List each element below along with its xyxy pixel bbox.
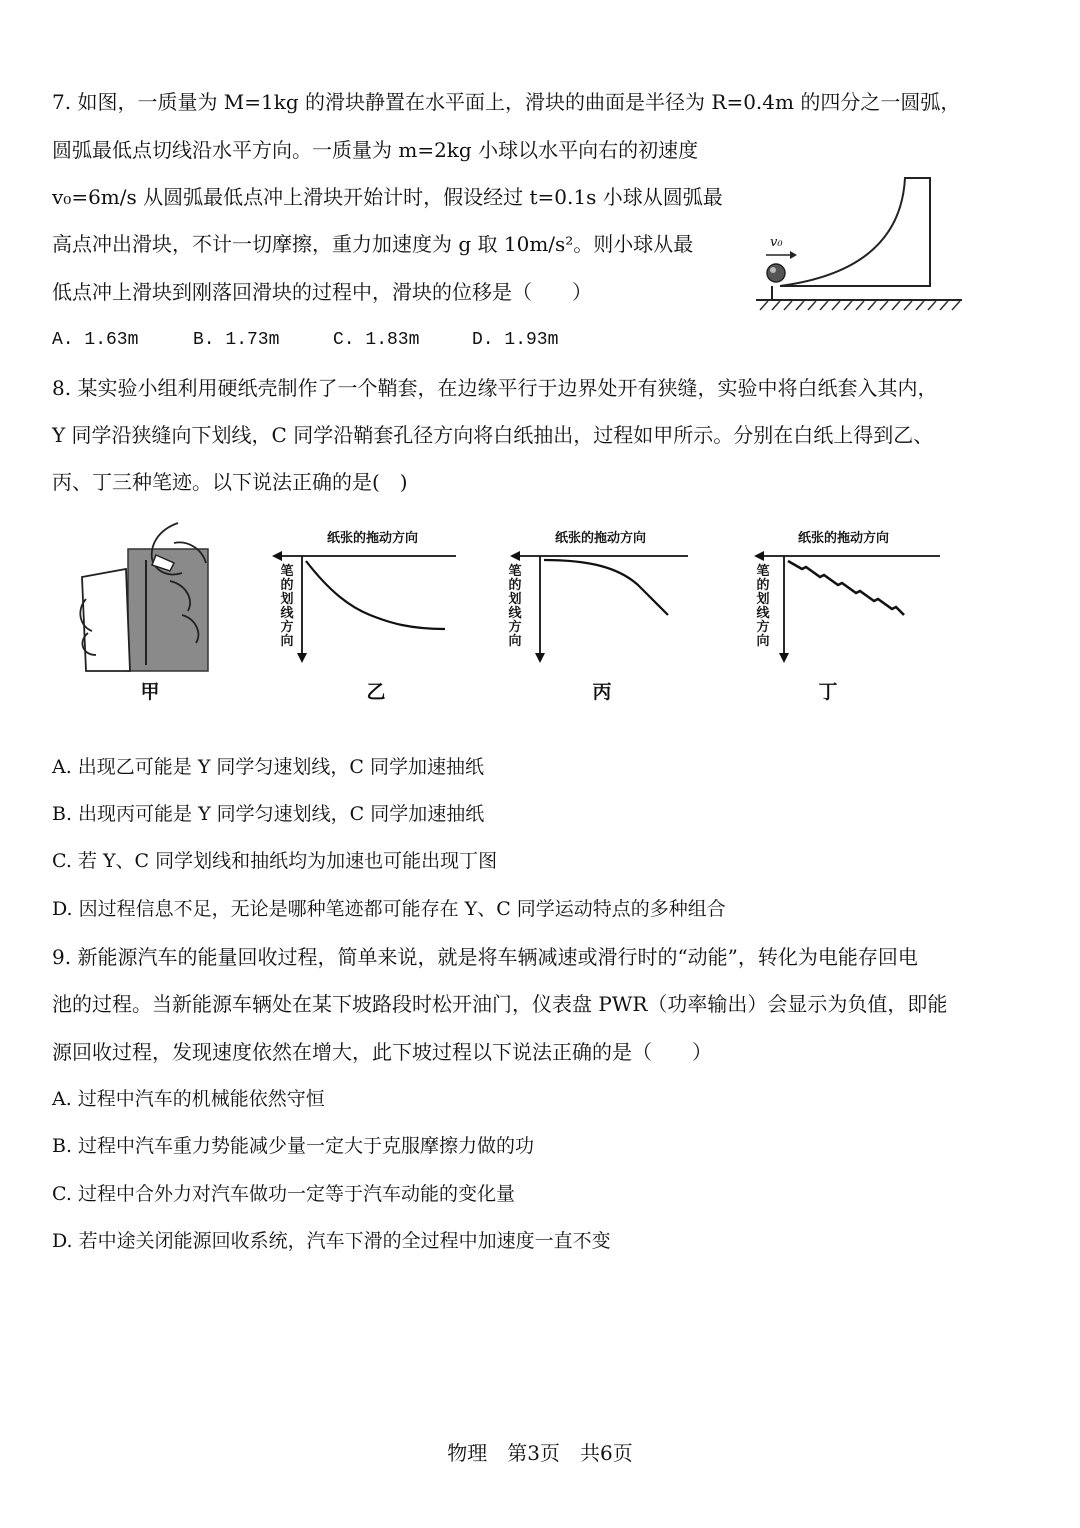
q9-option-d: D. 若中途关闭能源回收系统，汽车下滑的全过程中加速度一直不变	[52, 1230, 611, 1252]
q9-line-1: 9. 新能源汽车的能量回收过程，简单来说，就是将车辆减速或滑行时的“动能”，转化为电能存回电	[52, 945, 918, 969]
caption-yi: 乙	[366, 681, 386, 703]
ding-x-arrow	[754, 551, 764, 561]
slider-body	[780, 178, 930, 286]
ding-title: 纸张的拖动方向	[798, 531, 890, 546]
yi-plot	[270, 547, 460, 665]
q8-line-2: Y 同学沿狭缝向下划线，C 同学沿鞘套孔径方向将白纸抽出，过程如甲所示。分别在白纸上得到乙、	[52, 423, 934, 447]
q7-option-c: C. 1.83m	[333, 330, 420, 350]
velocity-arrowhead	[790, 251, 797, 259]
yi-vlabel: 笔 的 划 线 方 向	[280, 564, 294, 649]
ball	[767, 264, 785, 282]
q7-line-1: 7. 如图，一质量为 M=1kg 的滑块静置在水平面上，滑块的曲面是半径为 R=0.4m 的四分之一圆弧，	[52, 90, 961, 114]
caption-ding: 丁	[818, 681, 838, 703]
yi-x-arrow	[272, 551, 282, 561]
q7-line-3: v₀=6m/s 从圆弧最低点冲上滑块开始计时，假设经过 t=0.1s 小球从圆弧最	[52, 185, 723, 209]
ding-vlabel: 笔 的 划 线 方 向	[756, 564, 770, 649]
q7-line-4: 高点冲出滑块，不计一切摩擦，重力加速度为 g 取 10m/s²。则小球从最	[52, 232, 694, 256]
q7-option-b: B. 1.73m	[193, 330, 280, 350]
ding-plot	[752, 547, 944, 665]
q7-line-5: 低点冲上滑块到刚落回滑块的过程中，滑块的位移是（ ）	[52, 280, 592, 304]
caption-bing: 丙	[592, 681, 612, 703]
bing-plot	[508, 547, 693, 665]
q9-option-c: C. 过程中合外力对汽车做功一定等于汽车动能的变化量	[52, 1183, 515, 1205]
q9-line-3: 源回收过程，发现速度依然在增大，此下坡过程以下说法正确的是（ ）	[52, 1040, 712, 1064]
bing-trace	[544, 560, 668, 615]
q8-option-c: C. 若 Y、C 同学划线和抽纸均为加速也可能出现丁图	[52, 850, 498, 872]
bing-y-arrow	[535, 653, 545, 663]
v0-label: v₀	[770, 235, 783, 250]
figure-jia-hand-sleeve	[78, 515, 210, 673]
q8-line-3: 丙、丁三种笔迹。以下说法正确的是( )	[52, 470, 408, 494]
q9-option-b: B. 过程中汽车重力势能减少量一定大于克服摩擦力做的功	[52, 1135, 535, 1157]
bing-title: 纸张的拖动方向	[555, 531, 647, 546]
bing-x-arrow	[510, 551, 520, 561]
ding-y-arrow	[779, 653, 789, 663]
page-footer: 物理 第3页 共6页	[447, 1441, 633, 1465]
ball-highlight	[770, 267, 776, 273]
ground-hatch	[760, 301, 960, 310]
q9-option-a: A. 过程中汽车的机械能依然守恒	[52, 1088, 325, 1110]
yi-trace	[306, 561, 445, 629]
q8-option-b: B. 出现丙可能是 Y 同学匀速划线，C 同学加速抽纸	[52, 803, 485, 825]
q7-line-2: 圆弧最低点切线沿水平方向。一质量为 m=2kg 小球以水平向右的初速度	[52, 138, 699, 162]
yi-y-arrow	[297, 653, 307, 663]
yi-title: 纸张的拖动方向	[327, 531, 419, 546]
q7-slider-figure	[750, 170, 965, 315]
q7-option-d: D. 1.93m	[472, 330, 559, 350]
q9-line-2: 池的过程。当新能源车辆处在某下坡路段时松开油门，仪表盘 PWR（功率输出）会显示为负值，即能	[52, 992, 948, 1016]
q8-line-1: 8. 某实验小组利用硬纸壳制作了一个鞘套，在边缘平行于边界处开有狭缝，实验中将白纸套入其内，	[52, 376, 938, 400]
bing-vlabel: 笔 的 划 线 方 向	[508, 564, 522, 649]
ding-trace	[788, 561, 904, 615]
q7-option-a: A. 1.63m	[52, 330, 139, 350]
paper	[82, 569, 130, 671]
q8-option-d: D. 因过程信息不足，无论是哪种笔迹都可能存在 Y、C 同学运动特点的多种组合	[52, 898, 726, 920]
q8-option-a: A. 出现乙可能是 Y 同学匀速划线，C 同学加速抽纸	[52, 756, 485, 778]
caption-jia: 甲	[140, 681, 160, 703]
